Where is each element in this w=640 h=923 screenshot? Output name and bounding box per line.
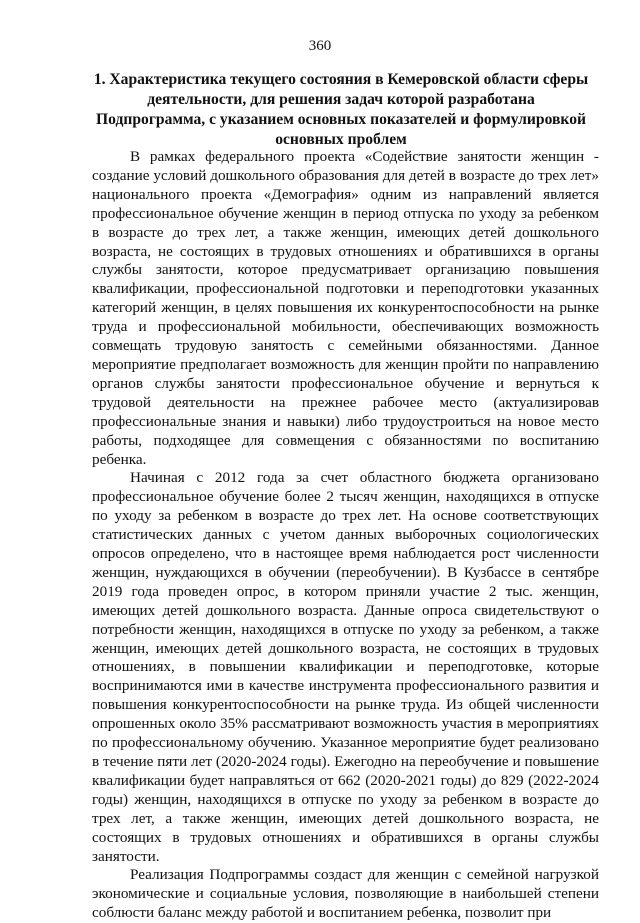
paragraph-3: Реализация Подпрограммы создаст для женщин с семейной нагрузкой экономические и социальные условия, позволяющие в наибольшей степени соблюсти баланс между работой и воспитанием ребенка, позволит при xyxy=(92,866,599,922)
section-heading: 1. Характеристика текущего состояния в Кемеровской области сферы деятельности, для решения задач которой разработана Подпрограмма, с указанием основных показателей и формулировкой основных проблем xyxy=(93,71,589,148)
paragraph-2: Начиная с 2012 года за счет областного бюджета организовано профессиональное обучение более 2 тысяч женщин, находящихся в отпуске по уходу за ребенком в возрасте до трех лет. На основе соответствующих статистических данных с учетом данных выборочных социологических опросов определено, что в настоящее время наблюдается рост численности женщин, нуждающихся в обучении (переобучении). В Кузбассе в сентябре 2019 года проведен опрос, в котором приняли участие 2 тыс. женщин, имеющих детей дошкольного возраста. Данные опроса свидетельствуют о потребности женщин, находящихся в отпуске по уходу за ребенком, а также женщин, имеющих детей дошкольного возраста, не состоящих в трудовых отношениях, в повышении квалификации и переподготовке, которые воспринимаются ими в качестве инструмента профессионального развития и повышения конкурентоспособности на рынке труда. Из общей численности опрошенных около 35% рассматривают возможность участия в мероприятиях по профессиональному обучению. Указанное мероприятие будет реализовано в течение пяти лет (2020-2024 годы). Ежегодно на переобучение и повышение квалификации будет направляться от 662 (2020-2021 годы) до 829 (2022-2024 годы) женщин, находящихся в отпуске по уходу за ребенком в возрасте до трех лет, а также женщин, имеющих детей дошкольного возраста, не состоящих в трудовых отношениях и обратившихся в органы службы занятости. xyxy=(92,469,599,865)
page-number: 360 xyxy=(308,38,332,54)
body-text xyxy=(92,148,599,923)
paragraph-1: В рамках федерального проекта «Содействие занятости женщин - создание условий дошкольного образования для детей в возрасте до трех лет» национального проекта «Демография» одним из направлений является профессиональное обучение женщин в период отпуска по уходу за ребенком в возрасте до трех лет, а также женщин, имеющих детей дошкольного возраста, не состоящих в трудовых отношениях и обратившихся в органы службы занятости, которое предусматривает организацию повышения квалификации, профессиональной подготовки и переподготовки указанных категорий женщин, в целях повышения их конкурентоспособности на рынке труда и профессиональной мобильности, обеспечивающих возможность совмещать трудовую занятость с семейными обязанностями. Данное мероприятие предполагает возможность для женщин пройти по направлению органов службы занятости профессиональное обучение и вернуться к трудовой деятельности на прежнее рабочее место (актуализировав профессиональные знания и навыки) либо трудоустроиться на новое место работы, подходящее для совмещения с обязанностями по воспитанию ребенка. xyxy=(92,148,599,468)
